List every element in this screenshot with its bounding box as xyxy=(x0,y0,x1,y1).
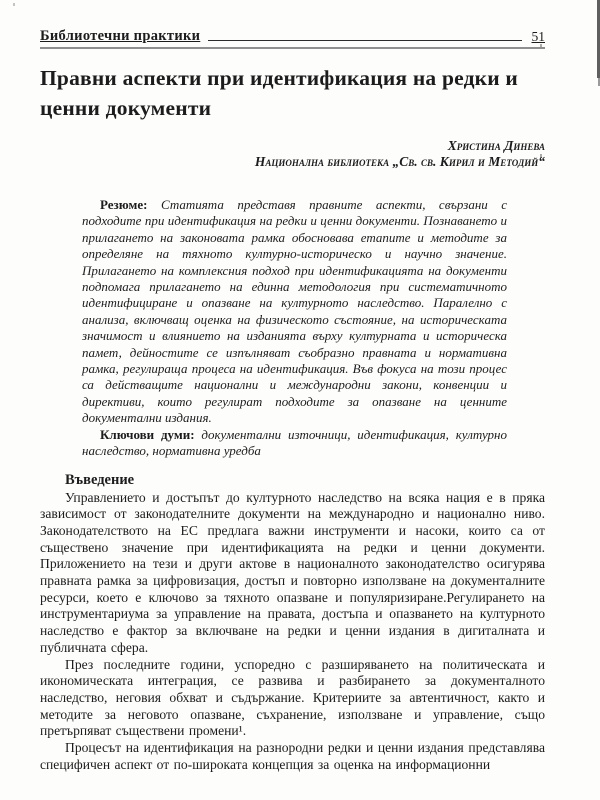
author-name: Христина Динева xyxy=(447,138,545,153)
abstract-label: Резюме: xyxy=(100,197,148,212)
running-header xyxy=(40,28,545,49)
page-content xyxy=(40,28,545,773)
abstract-block xyxy=(82,197,507,460)
abstract-text: Статията представя правните аспекти, свързани с подходите при идентификация на редки и ценни документи. Познаването и прилагането на законовата рамка обосновава етапите и методите за определяне на тяхното културно-историческо и научно значение. Прилагането на комплексния подход при идентификацията на документи подпомага прилагането на единна методология при систематичното идентифициране и опазване на културното наследство. Паралелно с анализа, включващ оценка на физическото състояние, на историческата значимост и влиянието на изданията върху културната и историческа памет, дейностите се изпълняват съобразно правната и нормативна рамка, регулираща процеса на идентификация. Във фокуса на този процес са действащите национални и международни закони, конвенции и директиви, които регулират подходите за опазване на ценните документални издания. xyxy=(82,197,508,426)
keywords-text: документални източници, идентификация, културно наследство, нормативна уредба xyxy=(82,426,507,459)
body-paragraph-1: Управлението и достъпът до културното наследство на всяка нация е в пряка зависимост от законодателните документи на международно и национално ниво. Законодателството на ЕС предлага важни инструменти и насоки, които са от съществено значение при идентификацията на редки и ценни документи. Приложението на тези и други актове в националното законодателство осигурява правната рамка за цифровизация, достъп и повторно използване на документалните ресурси, което е ключово за тяхното опазване и популяризиране.Регулирането на инструментариума за управление на правата, достъпа и опазването на културното наследство е фактор за включване на редки и ценни издания в дигиталната и публичната сфера. xyxy=(40,489,545,655)
keywords-paragraph xyxy=(82,427,507,460)
article-title: Правни аспекти при идентификация на редки и ценни документи xyxy=(40,66,518,120)
body-paragraph-3: Процесът на идентификация на разнородни редки и ценни издания представлява специфичен аспект от по-широката концепция за оценка на информационни xyxy=(40,740,545,772)
abstract-paragraph xyxy=(82,197,507,427)
page-number: 51 xyxy=(531,29,545,44)
header-rule xyxy=(208,40,521,41)
running-head-title: Библиотечни практики xyxy=(40,28,201,44)
body-paragraph-2: През последните години, успоредно с разширяването на политическата и икономическата интеграция, се развива и разбирането за документалното наследство, неговия обхват и съдържание. Критериите за автентичност, както и методите за неговото опазване, съхранение, използване и управление, също претърпяват съществени промени¹. xyxy=(40,656,545,739)
author-affiliation: Национална библиотека „Св. св. Кирил и Методий“ xyxy=(254,154,545,169)
scan-artifact-speck xyxy=(13,3,15,6)
keywords-label: Ключови думи: xyxy=(100,426,195,442)
section-heading-introduction: Въведение xyxy=(65,471,135,488)
byline xyxy=(40,138,545,170)
